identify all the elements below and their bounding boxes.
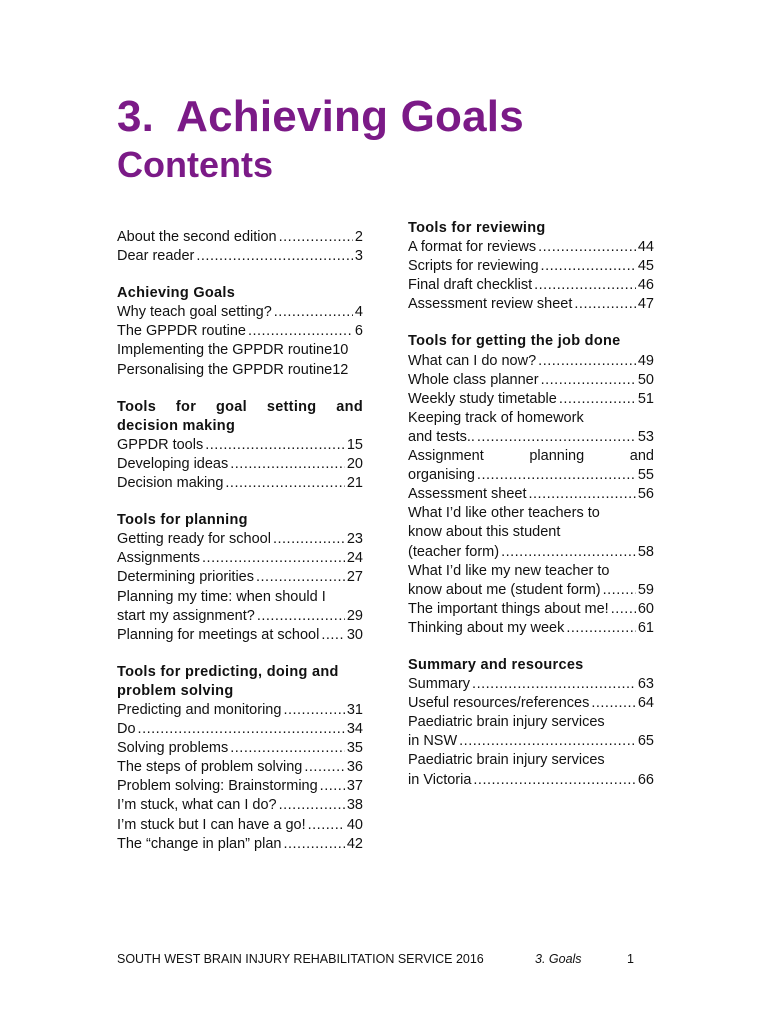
- toc-entry[interactable]: Implementing the GPPDR routine 10: [117, 342, 349, 359]
- section-heading: Tools for getting the job done: [408, 333, 621, 350]
- toc-entry[interactable]: Planning for meetings at school ..... 30: [117, 626, 363, 645]
- chapter-title: [117, 92, 524, 142]
- toc-entry[interactable]: What can I do now? ..... 49: [408, 352, 654, 371]
- toc-entry[interactable]: Dear reader ..... 3: [117, 247, 363, 266]
- toc-section-planning: [117, 511, 363, 645]
- toc-entry[interactable]: Decision making ..... 21: [117, 474, 363, 493]
- footer-section-title: 3. Goals: [535, 952, 582, 966]
- toc-entry-line[interactable]: Paediatric brain injury services: [408, 752, 605, 769]
- toc-entry[interactable]: Why teach goal setting? ..... 4: [117, 303, 363, 322]
- toc-entry[interactable]: Do ..... 34: [117, 720, 363, 739]
- toc-entry[interactable]: Personalising the GPPDR routine 12: [117, 361, 349, 378]
- toc-left-column: [117, 228, 363, 872]
- toc-entry[interactable]: in NSW ..... 65: [408, 732, 654, 751]
- chapter-title-text: Achieving Goals: [176, 92, 524, 141]
- section-heading: Summary and resources: [408, 656, 584, 673]
- toc-section-reviewing: [408, 219, 654, 314]
- toc-entry[interactable]: Final draft checklist ..... 46: [408, 276, 654, 295]
- toc-entry[interactable]: About the second edition ..... 2: [117, 228, 363, 247]
- chapter-number: 3.: [117, 92, 155, 141]
- toc-entry-line[interactable]: Assignment planning and: [408, 448, 654, 465]
- toc-entry[interactable]: Solving problems ..... 35: [117, 739, 363, 758]
- toc-entry[interactable]: Developing ideas ..... 20: [117, 455, 363, 474]
- footer-organisation: SOUTH WEST BRAIN INJURY REHABILITATION SERVICE 2016: [117, 952, 484, 966]
- toc-entry-line[interactable]: Paediatric brain injury services: [408, 714, 605, 731]
- toc-entry[interactable]: I’m stuck but I can have a go! ..... 40: [117, 816, 363, 835]
- toc-entry[interactable]: Assignments ..... 24: [117, 549, 363, 568]
- toc-entry[interactable]: Problem solving: Brainstorming ..... 37: [117, 777, 363, 796]
- toc-entry[interactable]: Summary ..... 63: [408, 675, 654, 694]
- toc-entry[interactable]: Useful resources/references ..... 64: [408, 694, 654, 713]
- toc-entry[interactable]: Thinking about my week ..... 61: [408, 619, 654, 638]
- toc-entry-line[interactable]: Planning my time: when should I: [117, 588, 326, 605]
- toc-entry[interactable]: Scripts for reviewing ..... 45: [408, 257, 654, 276]
- toc-section-job-done: [408, 332, 654, 638]
- toc-entry[interactable]: I’m stuck, what can I do? ..... 38: [117, 796, 363, 815]
- toc-entry[interactable]: Weekly study timetable ..... 51: [408, 390, 654, 409]
- toc-entry-line[interactable]: What I’d like other teachers to: [408, 505, 600, 522]
- toc-entry[interactable]: in Victoria ..... 66: [408, 771, 654, 790]
- section-heading-line2: problem solving: [117, 682, 234, 699]
- toc-entry[interactable]: Assessment sheet ..... 56: [408, 485, 654, 504]
- toc-entry[interactable]: Predicting and monitoring ..... 31: [117, 701, 363, 720]
- toc-right-column: [408, 219, 654, 808]
- toc-entry[interactable]: The GPPDR routine ..... 6: [117, 322, 363, 341]
- toc-entry[interactable]: The “change in plan” plan ..... 42: [117, 835, 363, 854]
- toc-entry[interactable]: start my assignment? ..... 29: [117, 607, 363, 626]
- section-heading: Tools for reviewing: [408, 220, 546, 236]
- toc-entry[interactable]: organising ..... 55: [408, 466, 654, 485]
- toc-entry[interactable]: know about me (student form) ..... 59: [408, 581, 654, 600]
- toc-entry[interactable]: Getting ready for school ..... 23: [117, 530, 363, 549]
- section-heading: Tools for predicting, doing and: [117, 663, 339, 680]
- toc-entry[interactable]: and tests.. ..... 53: [408, 428, 654, 447]
- toc-section-goal-setting: [117, 398, 363, 493]
- toc-entry[interactable]: Determining priorities ..... 27: [117, 568, 363, 587]
- footer-page-number: 1: [627, 952, 634, 966]
- toc-section-predicting: [117, 663, 363, 854]
- toc-section-achieving-goals: [117, 284, 363, 379]
- toc-section-intro: [117, 228, 363, 266]
- toc-entry[interactable]: Whole class planner ..... 50: [408, 371, 654, 390]
- section-heading-line2: decision making: [117, 417, 236, 434]
- section-heading: Tools for goal setting and: [117, 398, 363, 415]
- toc-entry[interactable]: The important things about me! ..... 60: [408, 600, 654, 619]
- toc-section-summary: [408, 656, 654, 790]
- toc-entry[interactable]: (teacher form) ..... 58: [408, 543, 654, 562]
- toc-entry[interactable]: Assessment review sheet ..... 47: [408, 295, 654, 314]
- section-heading: Achieving Goals: [117, 285, 236, 302]
- toc-entry-line[interactable]: What I’d like my new teacher to: [408, 562, 610, 579]
- contents-heading: Contents: [117, 144, 273, 185]
- toc-entry-line[interactable]: Keeping track of homework: [408, 409, 584, 426]
- toc-entry-line[interactable]: know about this student: [408, 524, 561, 541]
- toc-entry[interactable]: A format for reviews ..... 44: [408, 238, 654, 257]
- section-heading: Tools for planning: [117, 512, 248, 529]
- toc-entry[interactable]: The steps of problem solving ..... 36: [117, 758, 363, 777]
- toc-entry[interactable]: GPPDR tools ..... 15: [117, 436, 363, 455]
